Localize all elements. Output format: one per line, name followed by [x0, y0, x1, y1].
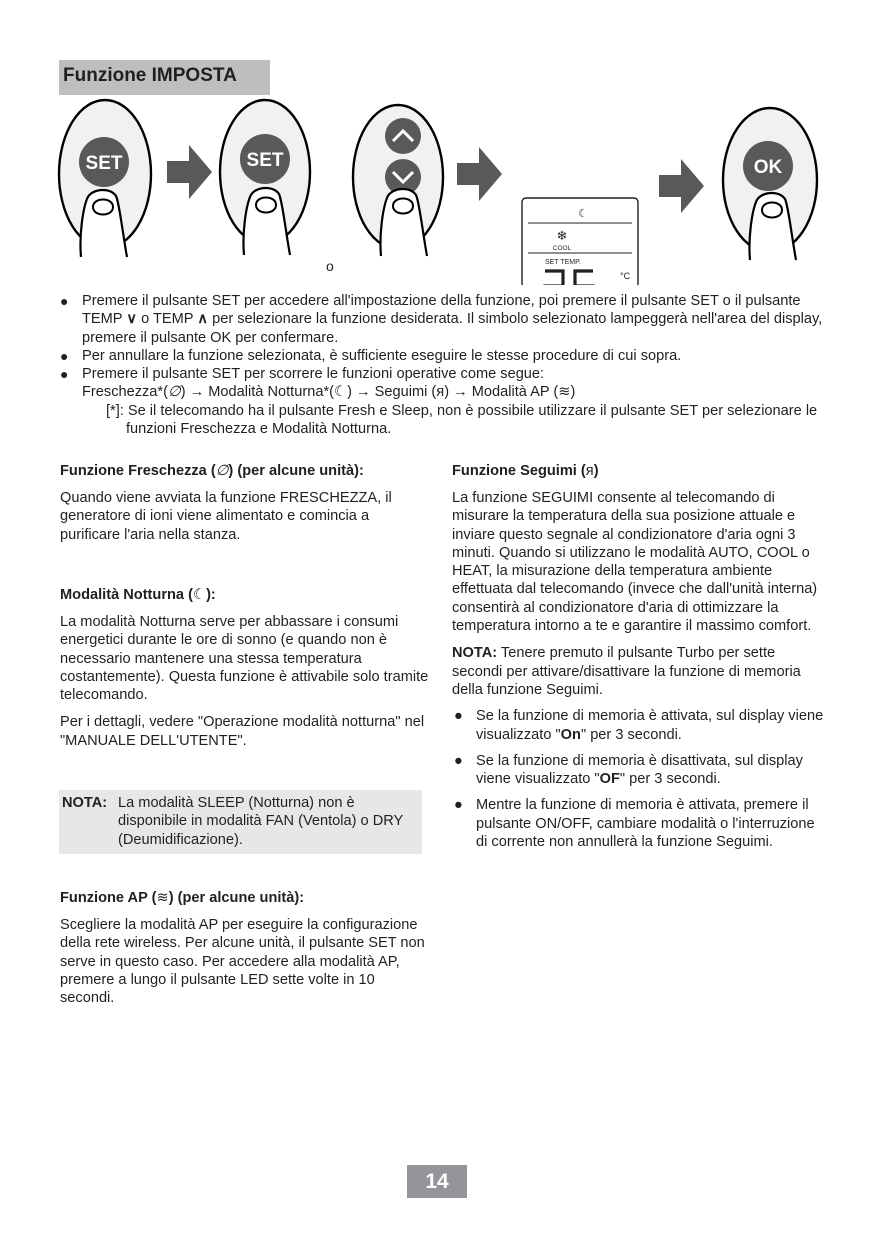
sleep-note-box: [59, 790, 422, 854]
remote-display: [522, 198, 638, 285]
leaf-icon: ∅: [167, 384, 181, 401]
fresh-section: [60, 462, 430, 544]
arrow-right-icon: [457, 147, 502, 201]
sleep-text: La modalità Notturna serve per abbassare i consumi energetici durante le ore di sonno (e quando non è necessario mantenere una stessa temperatura costantemente). Questa funzione è attivabile solo tramite telecomando.: [60, 614, 429, 704]
remote-set-button-step2: [220, 100, 310, 255]
fresh-title: Funzione Freschezza (∅) (per alcune unità):: [60, 463, 364, 479]
sleep-section: [60, 586, 430, 750]
fresh-text: Quando viene avviata la funzione FRESCHEZZA, il generatore di ioni viene alimentato e comincia a purificare l'aria nella stanza.: [60, 490, 392, 543]
remote-ok-button: [723, 108, 817, 260]
instruction-item: ● Premere il pulsante SET per scorrere le funzioni operative come segue: Freschezza*(∅) → Modalità Notturna*(☾) → Seguimi (ᴙ) → Modalità AP (≋): [60, 366, 576, 401]
follow-me-title: Funzione Seguimi (ᴙ): [452, 463, 599, 479]
sleep-title: Modalità Notturna (☾):: [60, 587, 216, 603]
set-button-label: SET: [246, 150, 284, 171]
wifi-icon: ≋: [558, 384, 571, 401]
or-text: o: [326, 258, 334, 274]
celsius-unit: °C: [620, 271, 631, 281]
memory-bullet: ● Mentre la funzione di memoria è attivata, premere il pulsante ON/OFF, cambiare modalità o l'interruzione di corrente non annullerà la funzione Seguimi.: [454, 797, 815, 851]
section-title: Funzione IMPOSTA: [63, 65, 237, 86]
follow-me-section: [452, 462, 827, 851]
person-icon: ᴙ: [585, 463, 594, 479]
sleep-icon: ☾: [333, 384, 348, 401]
section-title-bar: [59, 60, 270, 95]
sleep-icon: ☾: [578, 208, 588, 220]
arrow-right-icon: [167, 145, 212, 199]
memory-bullet: ● Se la funzione di memoria è disattivata, sul display viene visualizzato "OF" per 3 secondi.: [454, 752, 803, 788]
snowflake-icon: ❄: [556, 228, 568, 243]
instructions-list: [58, 292, 828, 438]
remote-temp-buttons: [353, 105, 443, 256]
note-text: La modalità SLEEP (Notturna) non è disponibile in modalità FAN (Ventola) o DRY (Deumidificazione).: [118, 795, 404, 848]
follow-me-note: NOTA: Tenere premuto il pulsante Turbo per sette secondi per attivare/disattivare la funzione di memoria della funzione Seguimi.: [452, 645, 801, 698]
set-button-label: SET: [85, 153, 123, 174]
star-note: [*]: Se il telecomando ha il pulsante Fresh e Sleep, non è possibile utilizzare il pulsante SET per selezionare le funzioni Freschezza e Modalità Notturna.: [106, 402, 818, 438]
instruction-item: ● Premere il pulsante SET per accedere all'impostazione della funzione, poi premere il pulsante SET o il pulsante TEMP ∨ o TEMP ∧ per selezionare la funzione desiderata. Il simbolo selezionato lampeggerà nell'area del display, premere il pulsante OK per confermare.: [60, 293, 823, 346]
set-function-figure: [0, 95, 875, 285]
cool-label: COOL: [552, 245, 572, 252]
page-number: 14: [407, 1165, 467, 1198]
memory-bullet: ● Se la funzione di memoria è attivata, sul display viene visualizzato "On" per 3 secondi.: [454, 708, 824, 743]
note-label: NOTA:: [62, 795, 108, 811]
chevron-up-icon: ∧: [197, 311, 209, 328]
leaf-icon: ∅: [215, 463, 229, 479]
instruction-item: ● Per annullare la funzione selezionata, è sufficiente eseguire le stesse procedure di cui sopra.: [60, 347, 682, 364]
follow-me-text: La funzione SEGUIMI consente al telecomando di misurare la temperatura della sua posizione attuale e inviare questo segnale al condizionatore d'aria ogni 3 minuti. Quando si utilizzano le modalità AUTO, COOL o HEAT, la misurazione della temperatura ambiente effettuata dal telecomando (invece che dall'unità interna) consentirà al condizionatore d'aria di ottimizzare la temperatura intorno a te e garantire il massimo comfort.: [452, 490, 818, 635]
ok-button-label: OK: [753, 157, 783, 178]
sleep-icon: ☾: [192, 587, 207, 603]
wifi-icon: ≋: [156, 890, 169, 906]
set-temp-label: SET TEMP.: [545, 259, 581, 266]
person-icon: ᴙ: [436, 384, 445, 401]
ap-title: Funzione AP (≋) (per alcune unità):: [60, 890, 305, 906]
remote-set-button-step1: [59, 100, 151, 257]
sleep-details: Per i dettagli, vedere "Operazione modalità notturna" nel "MANUALE DELL'UTENTE".: [60, 714, 425, 749]
arrow-right-icon: [659, 159, 704, 213]
up-button-icon: [385, 118, 421, 154]
ap-section: [60, 889, 430, 1007]
chevron-down-icon: ∨: [126, 311, 138, 328]
ap-text: Scegliere la modalità AP per eseguire la configurazione della rete wireless. Per alcune unità, il pulsante SET non serve in questo caso. Per accedere alla modalità AP, premere a lungo il pulsante LED sette volte in 10 secondi.: [60, 917, 425, 1007]
